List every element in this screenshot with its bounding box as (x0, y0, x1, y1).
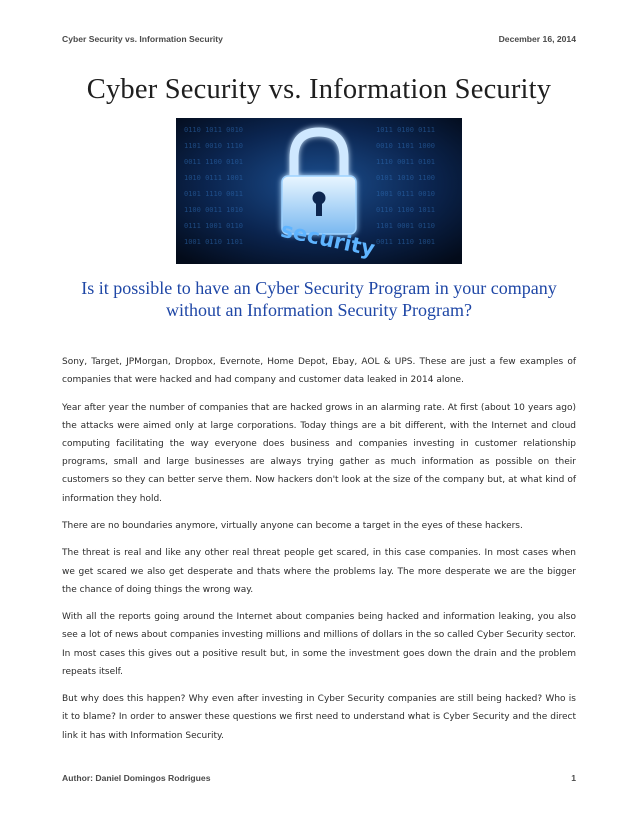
svg-text:0101 1010 1100: 0101 1010 1100 (376, 174, 436, 182)
svg-text:1001 0110 1101: 1001 0110 1101 (184, 238, 244, 246)
svg-text:security: security (278, 217, 378, 262)
footer-author: Author: Daniel Domingos Rodrigues (62, 773, 211, 783)
running-title: Cyber Security vs. Information Security (62, 34, 223, 44)
svg-text:1010 0111 1001: 1010 0111 1001 (184, 174, 244, 182)
svg-text:1100 0011 1010: 1100 0011 1010 (184, 206, 244, 214)
svg-text:0110 1011 0010: 0110 1011 0010 (184, 126, 244, 134)
page-footer (62, 773, 576, 787)
article-subtitle: Is it possible to have an Cyber Security Program in your company without an Information Security Program? (81, 278, 557, 320)
svg-text:1011 0100 0111: 1011 0100 0111 (376, 126, 436, 134)
svg-text:0010 1101 1000: 0010 1101 1000 (376, 142, 436, 150)
paragraph: Sony, Target, JPMorgan, Dropbox, Evernote, Home Depot, Ebay, AOL & UPS. These are just a few examples of companies that were hacked and had company and customer data leaked in 2014 alone. (62, 357, 576, 386)
svg-text:1110 0011 0101: 1110 0011 0101 (376, 158, 436, 166)
header-date: December 16, 2014 (498, 34, 576, 44)
article-body (62, 353, 576, 754)
hero-image (176, 118, 462, 264)
svg-text:0111 1001 0110: 0111 1001 0110 (184, 222, 244, 230)
svg-text:0110 1100 1011: 0110 1100 1011 (376, 206, 436, 214)
paragraph: There are no boundaries anymore, virtually anyone can become a target in the eyes of these hackers. (62, 521, 523, 531)
svg-text:0011 1110 1001: 0011 1110 1001 (376, 238, 436, 246)
svg-text:0101 1110 0011: 0101 1110 0011 (184, 190, 244, 198)
svg-text:1001 0111 0010: 1001 0111 0010 (376, 190, 436, 198)
svg-text:1101 0001 0110: 1101 0001 0110 (376, 222, 436, 230)
running-header (62, 34, 576, 48)
page-number: 1 (571, 773, 576, 783)
paragraph: With all the reports going around the Internet about companies being hacked and information leaking, you also see a lot of news about companies investing millions and millions of dollars in the so called Cyber Security sector. In most cases this gives out a positive result but, in some the investment goes down the drain and the problem repeats itself. (62, 612, 576, 677)
paragraph: The threat is real and like any other real threat people get scared, in this case companies. In most cases when we get scared we also get desperate and thats where the problems lay. The more desperate we are the bigger the chance of doing things the wrong way. (62, 548, 576, 595)
svg-text:1101 0010 1110: 1101 0010 1110 (184, 142, 244, 150)
paragraph: But why does this happen? Why even after investing in Cyber Security companies are still being hacked? Who is it to blame? In order to answer these questions we first need to understand what is Cyber Security and the direct link it has with Information Security. (62, 694, 576, 741)
svg-text:0011 1100 0101: 0011 1100 0101 (184, 158, 244, 166)
article-title: Cyber Security vs. Information Security (86, 74, 552, 105)
paragraph: Year after year the number of companies that are hacked grows in an alarming rate. At first (about 10 years ago) the attacks were aimed only at large corporations. Today things are a bit different, with the Internet and cloud computing facilitating the way everyone does business and companies investing in customer relationship programs, small and large businesses are always trying gather as much information as possible on their customers so they can better serve them. Now hackers don't look at the size of the company but, at what kind of information they hold. (62, 402, 576, 504)
padlock-icon (176, 118, 462, 264)
